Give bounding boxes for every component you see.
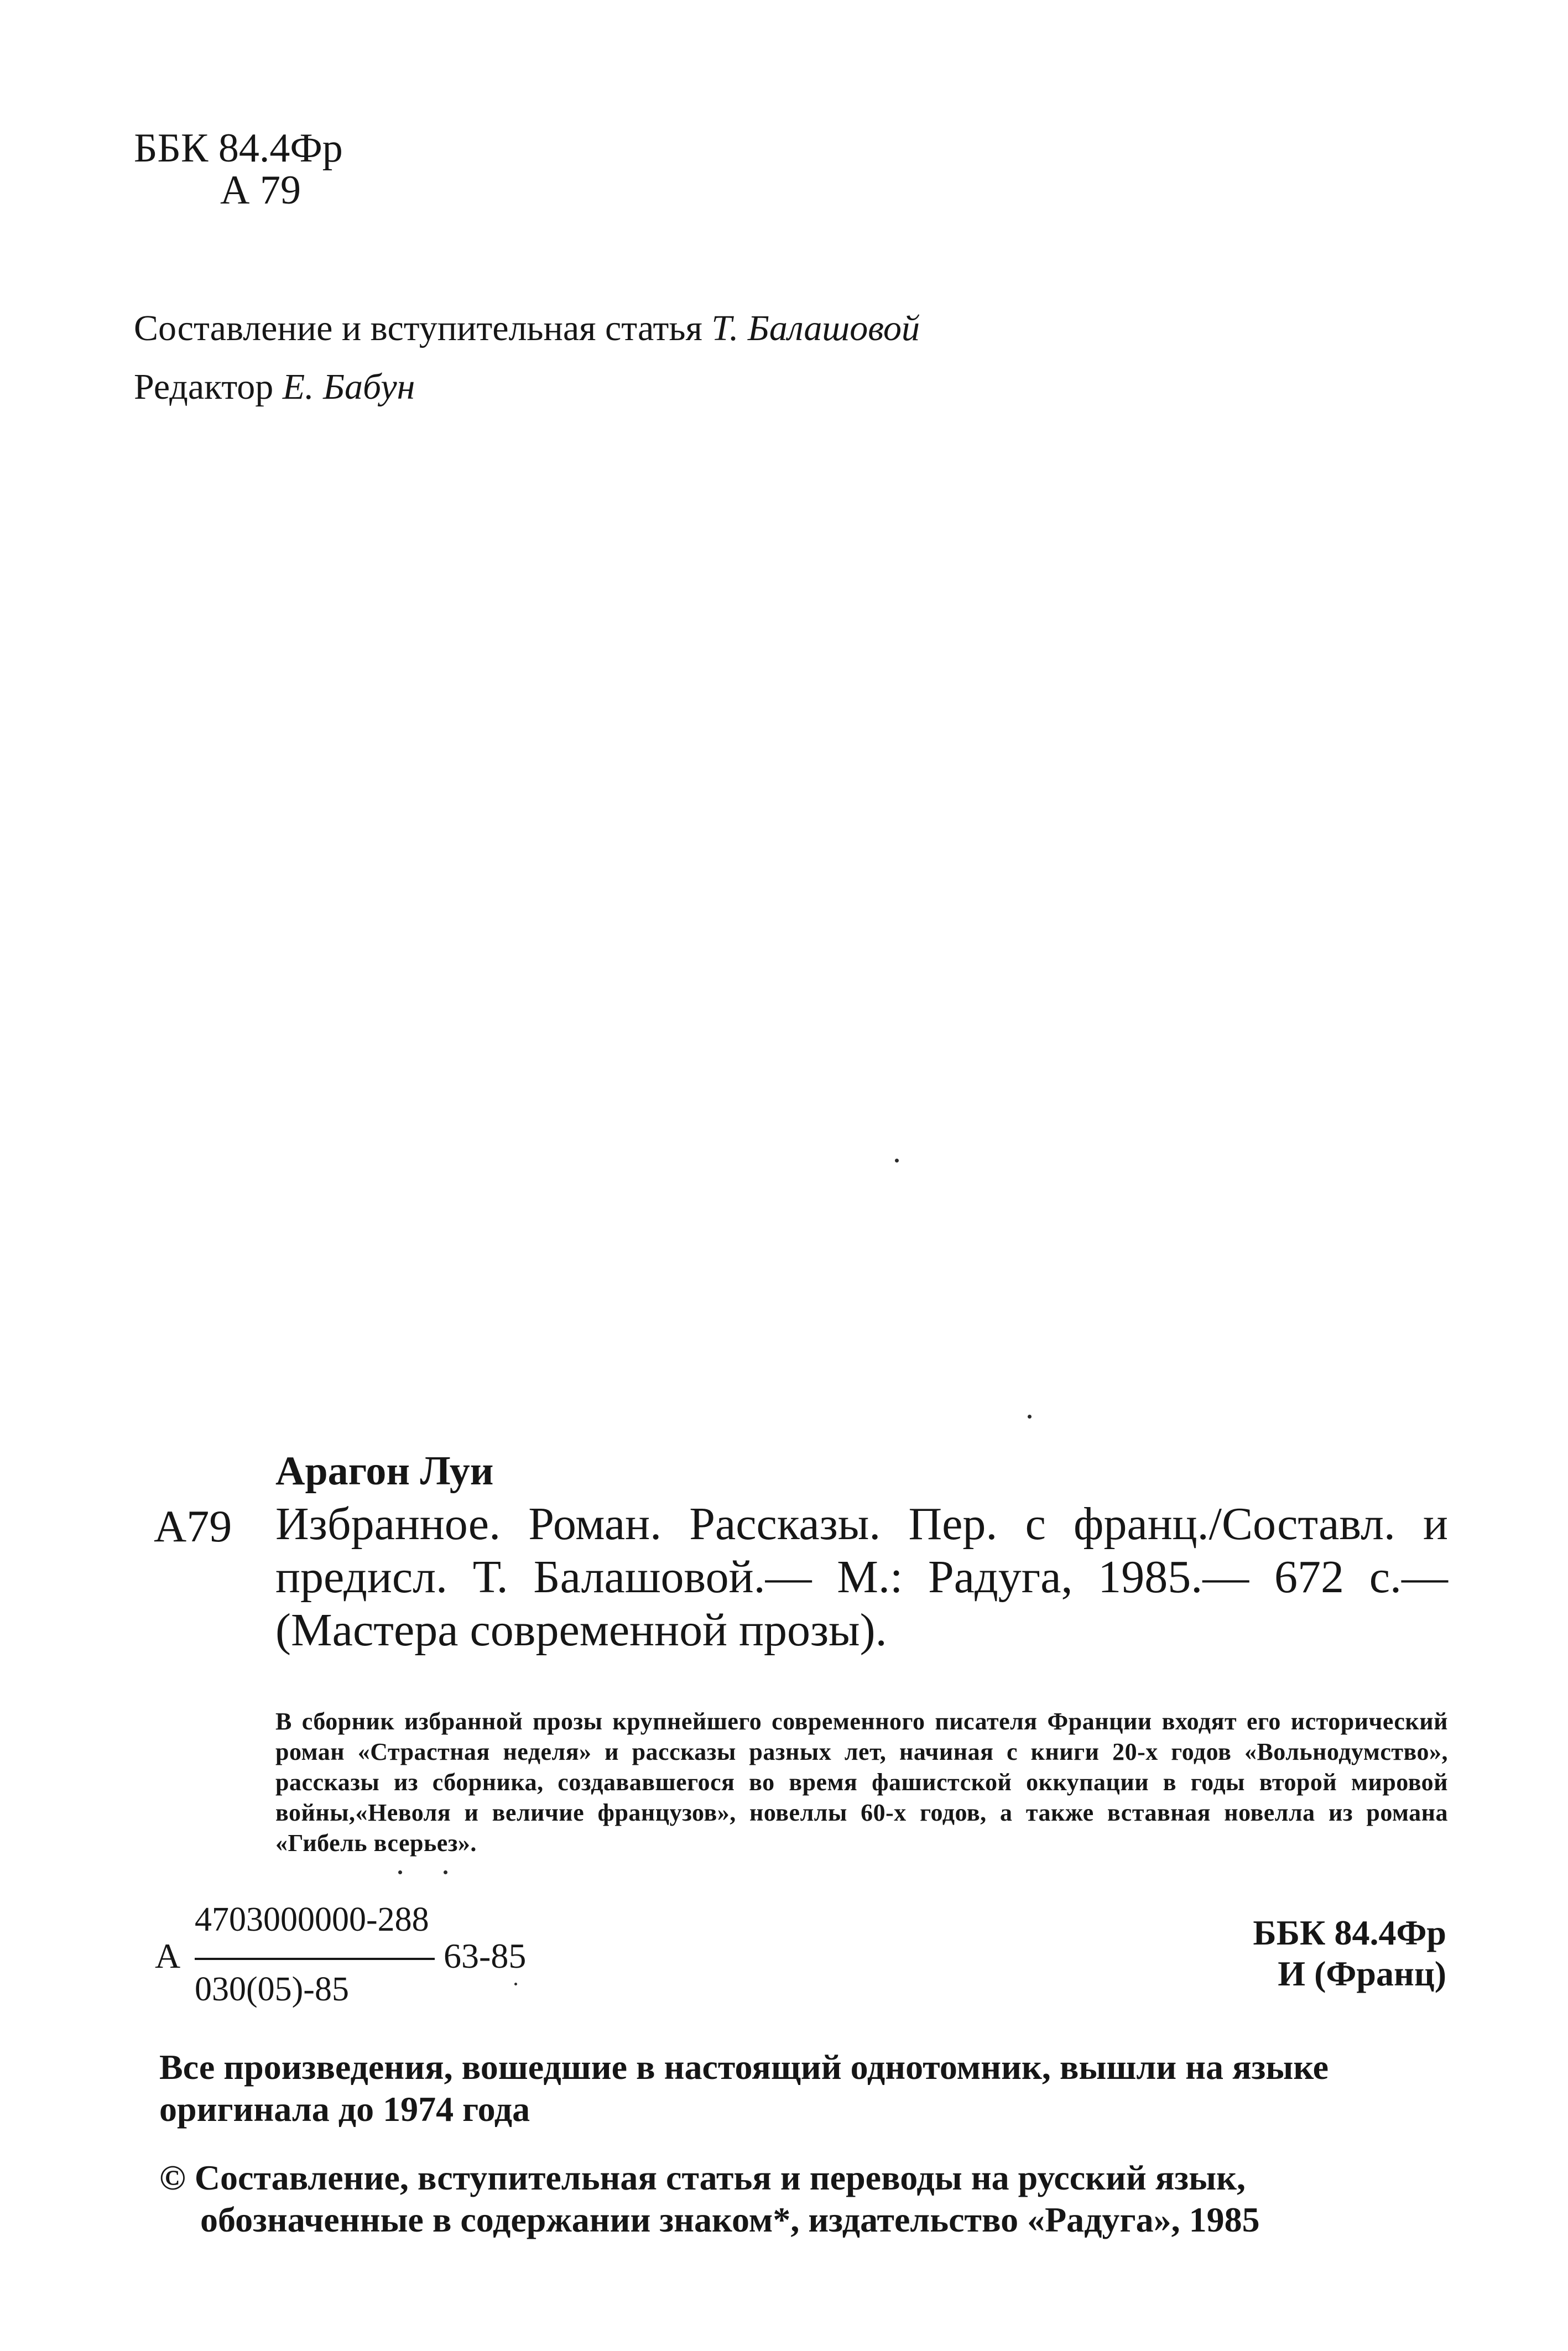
compiler-prefix: Составление и вступительная статья	[134, 308, 702, 348]
copyright-notice	[159, 2157, 1448, 2241]
editor-name: Е. Бабун	[282, 367, 415, 407]
index-fraction-rule	[195, 1958, 435, 1960]
index-letter: А	[155, 1936, 181, 1975]
scan-speck	[1028, 1415, 1032, 1419]
compiler-credit	[134, 307, 920, 350]
editor-credit	[134, 366, 415, 408]
card-description: Избранное. Роман. Рассказы. Пер. с франц./Составл. и предисл. Т. Балашовой.— М.: Радуга, 1985.— 672 с.— (Мастера современной прозы).	[275, 1498, 1448, 1656]
card-author: Арагон Луи	[275, 1448, 494, 1494]
compiler-name: Т. Балашовой	[711, 308, 920, 348]
copyright-line-1: © Составление, вступительная статья и переводы на русский язык,	[159, 2158, 1246, 2197]
copyright-line-2: обозначенные в содержании знаком*, издательство «Радуга», 1985	[200, 2200, 1260, 2239]
card-annotation: В сборник избранной прозы крупнейшего современного писателя Франции входят его исторический роман «Страстная неделя» и рассказы разных лет, начиная с книги 20-х годов «Вольнодумство», рассказы из сборника, создававшегося во время фашистской оккупации в годы второй мировой войны,«Неволя и величие французов», новеллы 60-х годов, а также вставная новелла из романа «Гибель всерьез».	[275, 1708, 1448, 1857]
scan-speck	[398, 1870, 402, 1874]
index-numerator: 4703000000-288	[195, 1901, 429, 1938]
index-denominator: 030(05)-85	[195, 1971, 349, 2008]
index-suffix: 63-85	[444, 1936, 527, 1975]
original-language-note: Все произведения, вошедшие в настоящий однотомник, вышли на языке оригинала до 1974 года	[159, 2047, 1329, 2129]
bbk-sub-top: А 79	[220, 168, 301, 213]
scan-speck	[514, 1983, 517, 1985]
bbk-code-top: ББК 84.4Фр	[134, 126, 343, 171]
bbk-sub-bottom: И (Франц)	[1278, 1954, 1446, 1993]
scan-speck	[444, 1870, 447, 1874]
editor-prefix: Редактор	[134, 367, 274, 407]
bbk-code-bottom: ББК 84.4Фр	[1253, 1913, 1446, 1952]
scan-speck	[895, 1159, 899, 1163]
card-code: А79	[154, 1501, 232, 1551]
